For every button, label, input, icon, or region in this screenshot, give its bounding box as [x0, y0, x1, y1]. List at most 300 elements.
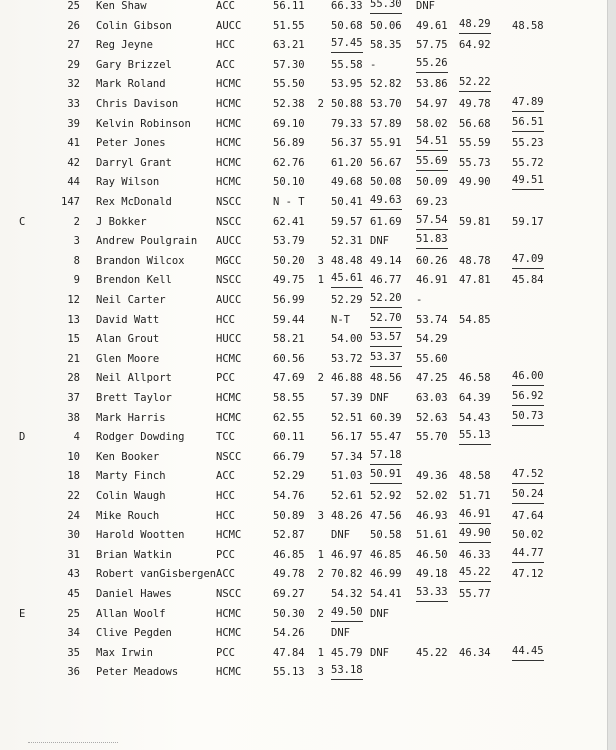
- run-1-time: 50.10: [273, 176, 305, 189]
- run-4-time: 53.86: [416, 78, 448, 91]
- run-2-time: 54.00: [331, 333, 363, 346]
- run-1-time: 69.27: [273, 588, 305, 600]
- result-row: [0, 388, 616, 408]
- run-2-time: 61.20: [331, 156, 363, 169]
- club-code: HCMC: [216, 392, 242, 404]
- run-2-time: 49.50: [331, 604, 363, 622]
- place-marker: 2: [317, 607, 324, 620]
- driver-name: Harold Wootten: [96, 529, 185, 542]
- run-2-time: 49.68: [331, 176, 363, 189]
- run-2-time: 46.88: [331, 372, 363, 385]
- run-4-time: 55.69: [416, 153, 448, 171]
- run-2-time: 53.18: [331, 662, 363, 680]
- run-4-time: 52.63: [416, 411, 448, 424]
- club-code: ACC: [216, 0, 235, 12]
- run-5-time: 54.85: [459, 313, 491, 326]
- driver-name: Mark Roland: [96, 78, 166, 91]
- club-code: AUCC: [216, 294, 242, 306]
- run-6-time: 47.12: [512, 568, 544, 581]
- club-code: NSCC: [216, 196, 242, 208]
- run-4-time: -: [416, 294, 423, 306]
- entrant-number: 12: [67, 294, 80, 306]
- run-6-time: 50.24: [512, 486, 544, 504]
- run-5-time: 59.81: [459, 215, 491, 228]
- run-3-time: 50.58: [370, 529, 402, 542]
- driver-name: Clive Pegden: [96, 627, 172, 640]
- entrant-number: 32: [67, 78, 80, 91]
- run-4-time: 57.54: [416, 212, 448, 230]
- run-4-time: 51.83: [416, 231, 448, 249]
- run-2-time: 50.41: [331, 196, 363, 208]
- run-3-time: 47.56: [370, 509, 402, 522]
- driver-name: Max Irwin: [96, 646, 153, 659]
- run-2-time: DNF: [331, 627, 350, 640]
- run-1-time: 56.89: [273, 137, 305, 150]
- run-1-time: 66.79: [273, 450, 305, 463]
- result-row: [0, 114, 616, 134]
- run-4-time: 55.26: [416, 55, 448, 73]
- run-1-time: 52.38: [273, 98, 305, 110]
- run-1-time: 55.50: [273, 78, 305, 91]
- run-3-time: 46.77: [370, 274, 402, 287]
- result-row: [0, 290, 616, 310]
- run-1-time: N - T: [273, 196, 305, 208]
- club-code: PCC: [216, 548, 235, 561]
- result-row: [0, 506, 616, 526]
- run-6-time: 55.72: [512, 156, 544, 169]
- driver-name: Robert vanGisbergen: [96, 568, 217, 581]
- run-2-time: 57.34: [331, 450, 363, 463]
- run-1-time: 60.11: [273, 431, 305, 444]
- club-code: NSCC: [216, 450, 242, 463]
- run-2-time: 45.79: [331, 646, 363, 659]
- result-row: [0, 172, 616, 192]
- run-1-time: 46.85: [273, 548, 305, 561]
- run-6-time: 50.02: [512, 529, 544, 542]
- run-3-time: 53.37: [370, 349, 402, 367]
- driver-name: Peter Jones: [96, 137, 166, 150]
- run-6-time: 46.00: [512, 368, 544, 386]
- club-code: HUCC: [216, 333, 242, 346]
- run-5-time: 45.22: [459, 564, 491, 582]
- run-2-time: 52.61: [331, 490, 363, 502]
- run-4-time: 52.02: [416, 490, 448, 502]
- run-2-time: 56.37: [331, 137, 363, 150]
- run-1-time: 62.55: [273, 411, 305, 424]
- driver-name: Marty Finch: [96, 470, 166, 483]
- entrant-number: 3: [73, 235, 80, 248]
- run-3-time: 53.57: [370, 329, 402, 347]
- result-row: [0, 408, 616, 428]
- run-6-time: 45.84: [512, 274, 544, 287]
- club-code: HCMC: [216, 117, 242, 130]
- run-4-time: 46.93: [416, 509, 448, 522]
- run-2-time: 51.03: [331, 470, 363, 483]
- entrant-number: 38: [67, 411, 80, 424]
- driver-name: Neil Allport: [96, 372, 172, 385]
- entrant-number: 30: [67, 529, 80, 542]
- run-5-time: 64.92: [459, 39, 491, 52]
- run-4-time: 49.18: [416, 568, 448, 581]
- run-3-time: 55.30: [370, 0, 402, 14]
- run-1-time: 58.21: [273, 333, 305, 346]
- run-3-time: 55.47: [370, 431, 402, 444]
- result-row: [0, 662, 616, 682]
- club-code: HCMC: [216, 666, 242, 679]
- run-1-time: 50.20: [273, 254, 305, 267]
- driver-name: Glen Moore: [96, 352, 160, 365]
- club-code: HCMC: [216, 176, 242, 189]
- run-4-time: 54.51: [416, 133, 448, 151]
- run-4-time: 53.33: [416, 584, 448, 602]
- club-code: ACC: [216, 470, 235, 483]
- club-code: HCMC: [216, 78, 242, 91]
- entrant-number: 35: [67, 646, 80, 659]
- run-2-time: 57.45: [331, 35, 363, 53]
- driver-name: Rodger Dowding: [96, 431, 185, 444]
- run-1-time: 57.30: [273, 58, 305, 71]
- club-code: ACC: [216, 58, 235, 71]
- driver-name: Rex McDonald: [96, 196, 172, 208]
- driver-name: Ken Shaw: [96, 0, 147, 12]
- entrant-number: 42: [67, 156, 80, 169]
- run-2-time: 52.31: [331, 235, 363, 248]
- result-row: [0, 94, 616, 114]
- entrant-number: 9: [73, 274, 80, 287]
- run-2-time: 50.88: [331, 98, 363, 110]
- run-2-time: 53.72: [331, 352, 363, 365]
- place-marker: 3: [317, 666, 324, 679]
- driver-name: Ray Wilson: [96, 176, 160, 189]
- run-6-time: 50.73: [512, 408, 544, 426]
- run-3-time: DNF: [370, 392, 389, 404]
- group-letter: E: [19, 607, 26, 620]
- place-marker: 1: [317, 646, 324, 659]
- run-3-time: 56.67: [370, 156, 402, 169]
- driver-name: Alan Grout: [96, 333, 160, 346]
- club-code: HCMC: [216, 627, 242, 640]
- entrant-number: 41: [67, 137, 80, 150]
- run-1-time: 47.84: [273, 646, 305, 659]
- result-row: [0, 270, 616, 290]
- run-2-time: 70.82: [331, 568, 363, 581]
- run-4-time: 45.22: [416, 646, 448, 659]
- place-marker: 1: [317, 274, 324, 287]
- run-1-time: 50.30: [273, 607, 305, 620]
- club-code: NSCC: [216, 588, 242, 600]
- run-5-time: 52.22: [459, 74, 491, 92]
- run-2-time: 46.97: [331, 548, 363, 561]
- entrant-number: 33: [67, 98, 80, 110]
- entrant-number: 25: [67, 0, 80, 12]
- driver-name: Darryl Grant: [96, 156, 172, 169]
- entrant-number: 18: [67, 470, 80, 483]
- run-6-time: 47.89: [512, 94, 544, 112]
- place-marker: 2: [317, 372, 324, 385]
- run-1-time: 62.41: [273, 215, 305, 228]
- entrant-number: 10: [67, 450, 80, 463]
- run-1-time: 49.78: [273, 568, 305, 581]
- run-3-time: -: [370, 58, 377, 71]
- run-1-time: 47.69: [273, 372, 305, 385]
- run-3-time: DNF: [370, 646, 389, 659]
- run-2-time: 52.51: [331, 411, 363, 424]
- driver-name: Brett Taylor: [96, 392, 172, 404]
- run-1-time: 53.79: [273, 235, 305, 248]
- run-1-time: 49.75: [273, 274, 305, 287]
- result-row: [0, 564, 616, 584]
- run-1-time: 62.76: [273, 156, 305, 169]
- run-6-time: 47.09: [512, 251, 544, 269]
- result-row: [0, 427, 616, 447]
- run-4-time: 49.61: [416, 19, 448, 32]
- place-marker: 1: [317, 548, 324, 561]
- run-4-time: 49.36: [416, 470, 448, 483]
- entrant-number: 8: [73, 254, 80, 267]
- run-5-time: 49.90: [459, 176, 491, 189]
- place-marker: 3: [317, 254, 324, 267]
- driver-name: Allan Woolf: [96, 607, 166, 620]
- run-1-time: 56.99: [273, 294, 305, 306]
- run-6-time: 59.17: [512, 215, 544, 228]
- driver-name: Colin Waugh: [96, 490, 166, 502]
- entrant-number: 13: [67, 313, 80, 326]
- run-2-time: 45.61: [331, 270, 363, 288]
- run-6-time: 47.64: [512, 509, 544, 522]
- run-5-time: 46.34: [459, 646, 491, 659]
- club-code: HCC: [216, 509, 235, 522]
- entrant-number: 2: [73, 215, 80, 228]
- entrant-number: 29: [67, 58, 80, 71]
- result-row: [0, 604, 616, 624]
- run-1-time: 50.89: [273, 509, 305, 522]
- run-5-time: 46.58: [459, 372, 491, 385]
- run-5-time: 47.81: [459, 274, 491, 287]
- run-1-time: 59.44: [273, 313, 305, 326]
- run-6-time: 44.77: [512, 545, 544, 563]
- club-code: HCC: [216, 490, 235, 502]
- run-3-time: 57.18: [370, 447, 402, 465]
- run-5-time: 55.77: [459, 588, 491, 600]
- run-1-time: 55.13: [273, 666, 305, 679]
- entrant-number: 31: [67, 548, 80, 561]
- run-5-time: 56.68: [459, 117, 491, 130]
- run-2-time: 56.17: [331, 431, 363, 444]
- driver-name: Chris Davison: [96, 98, 179, 110]
- entrant-number: 24: [67, 509, 80, 522]
- club-code: HCMC: [216, 137, 242, 150]
- run-6-time: 56.51: [512, 114, 544, 132]
- entrant-number: 43: [67, 568, 80, 581]
- run-3-time: 49.63: [370, 192, 402, 210]
- run-4-time: 60.26: [416, 254, 448, 267]
- run-1-time: 69.10: [273, 117, 305, 130]
- driver-name: Colin Gibson: [96, 19, 172, 32]
- run-4-time: 69.23: [416, 196, 448, 208]
- result-row: [0, 231, 616, 251]
- run-1-time: 54.26: [273, 627, 305, 640]
- club-code: HCMC: [216, 529, 242, 542]
- run-1-time: 58.55: [273, 392, 305, 404]
- run-4-time: 54.97: [416, 98, 448, 110]
- run-3-time: 46.99: [370, 568, 402, 581]
- run-3-time: 54.41: [370, 588, 402, 600]
- result-row: [0, 16, 616, 36]
- run-5-time: 46.91: [459, 506, 491, 524]
- run-4-time: 53.74: [416, 313, 448, 326]
- driver-name: Mark Harris: [96, 411, 166, 424]
- entrant-number: 45: [67, 588, 80, 600]
- driver-name: Ken Booker: [96, 450, 160, 463]
- result-row: [0, 192, 616, 212]
- result-row: [0, 251, 616, 271]
- run-2-time: 66.33: [331, 0, 363, 12]
- run-5-time: 64.39: [459, 392, 491, 404]
- run-4-time: 55.60: [416, 352, 448, 365]
- entrant-number: 36: [67, 666, 80, 679]
- run-4-time: 54.29: [416, 333, 448, 346]
- run-3-time: 52.70: [370, 310, 402, 328]
- run-1-time: 52.87: [273, 529, 305, 542]
- entrant-number: 147: [61, 196, 80, 208]
- run-3-time: 53.70: [370, 98, 402, 110]
- run-2-time: 50.68: [331, 19, 363, 32]
- run-4-time: 57.75: [416, 39, 448, 52]
- group-letter: C: [19, 215, 26, 228]
- result-row: [0, 486, 616, 506]
- run-4-time: 58.02: [416, 117, 448, 130]
- entrant-number: 39: [67, 117, 80, 130]
- run-2-time: 52.29: [331, 294, 363, 306]
- entrant-number: 4: [73, 431, 80, 444]
- result-row: [0, 545, 616, 565]
- result-row: [0, 368, 616, 388]
- driver-name: Reg Jeyne: [96, 39, 153, 52]
- run-4-time: 46.50: [416, 548, 448, 561]
- entrant-number: 22: [67, 490, 80, 502]
- driver-name: Brandon Wilcox: [96, 254, 185, 267]
- run-1-time: 63.21: [273, 39, 305, 52]
- entrant-number: 44: [67, 176, 80, 189]
- run-2-time: 59.57: [331, 215, 363, 228]
- run-1-time: 54.76: [273, 490, 305, 502]
- run-3-time: 46.85: [370, 548, 402, 561]
- run-5-time: 55.73: [459, 156, 491, 169]
- run-3-time: DNF: [370, 235, 389, 248]
- driver-name: Daniel Hawes: [96, 588, 172, 600]
- run-6-time: 49.51: [512, 172, 544, 190]
- run-3-time: 50.08: [370, 176, 402, 189]
- run-5-time: 48.78: [459, 254, 491, 267]
- run-4-time: DNF: [416, 0, 435, 12]
- run-2-time: 54.32: [331, 588, 363, 600]
- driver-name: Andrew Poulgrain: [96, 235, 198, 248]
- run-6-time: 56.92: [512, 388, 544, 406]
- result-row: [0, 0, 616, 16]
- club-code: HCMC: [216, 98, 242, 110]
- run-5-time: 48.29: [459, 16, 491, 34]
- result-row: [0, 349, 616, 369]
- result-row: [0, 74, 616, 94]
- run-1-time: 51.55: [273, 19, 305, 32]
- driver-name: Mike Rouch: [96, 509, 160, 522]
- club-code: TCC: [216, 431, 235, 444]
- run-6-time: 47.52: [512, 466, 544, 484]
- club-code: AUCC: [216, 235, 242, 248]
- entrant-number: 15: [67, 333, 80, 346]
- club-code: HCMC: [216, 607, 242, 620]
- result-row: [0, 212, 616, 232]
- result-row: [0, 35, 616, 55]
- driver-name: Peter Meadows: [96, 666, 179, 679]
- club-code: AUCC: [216, 19, 242, 32]
- run-5-time: 46.33: [459, 548, 491, 561]
- result-row: [0, 447, 616, 467]
- result-row: [0, 623, 616, 643]
- result-row: [0, 55, 616, 75]
- run-5-time: 49.78: [459, 98, 491, 110]
- run-2-time: 79.33: [331, 117, 363, 130]
- result-row: [0, 133, 616, 153]
- entrant-number: 26: [67, 19, 80, 32]
- club-code: PCC: [216, 372, 235, 385]
- run-5-time: 55.13: [459, 427, 491, 445]
- run-4-time: 55.70: [416, 431, 448, 444]
- run-4-time: 46.91: [416, 274, 448, 287]
- driver-name: Gary Brizzel: [96, 58, 172, 71]
- run-4-time: 63.03: [416, 392, 448, 404]
- entrant-number: 34: [67, 627, 80, 640]
- run-3-time: 60.39: [370, 411, 402, 424]
- result-row: [0, 310, 616, 330]
- club-code: NSCC: [216, 274, 242, 287]
- run-3-time: 61.69: [370, 215, 402, 228]
- driver-name: Brendon Kell: [96, 274, 172, 287]
- run-4-time: 51.61: [416, 529, 448, 542]
- club-code: PCC: [216, 646, 235, 659]
- run-3-time: 55.91: [370, 137, 402, 150]
- entrant-number: 21: [67, 352, 80, 365]
- driver-name: J Bokker: [96, 215, 147, 228]
- run-1-time: 56.11: [273, 0, 305, 12]
- run-3-time: 52.82: [370, 78, 402, 91]
- club-code: HCMC: [216, 411, 242, 424]
- run-6-time: 44.45: [512, 643, 544, 661]
- run-5-time: 51.71: [459, 490, 491, 502]
- result-row: [0, 643, 616, 663]
- result-row: [0, 153, 616, 173]
- run-5-time: 48.58: [459, 470, 491, 483]
- run-5-time: 54.43: [459, 411, 491, 424]
- driver-name: David Watt: [96, 313, 160, 326]
- run-2-time: 55.58: [331, 58, 363, 71]
- entrant-number: 28: [67, 372, 80, 385]
- result-row: [0, 525, 616, 545]
- run-6-time: 48.58: [512, 19, 544, 32]
- place-marker: 3: [317, 509, 324, 522]
- entrant-number: 37: [67, 392, 80, 404]
- club-code: HCC: [216, 39, 235, 52]
- run-3-time: 52.20: [370, 290, 402, 308]
- run-3-time: 58.35: [370, 39, 402, 52]
- run-2-time: 48.48: [331, 254, 363, 267]
- run-3-time: 50.06: [370, 19, 402, 32]
- run-2-time: DNF: [331, 529, 350, 542]
- run-3-time: 50.91: [370, 466, 402, 484]
- club-code: MGCC: [216, 254, 242, 267]
- run-2-time: 48.26: [331, 509, 363, 522]
- group-letter: D: [19, 431, 26, 444]
